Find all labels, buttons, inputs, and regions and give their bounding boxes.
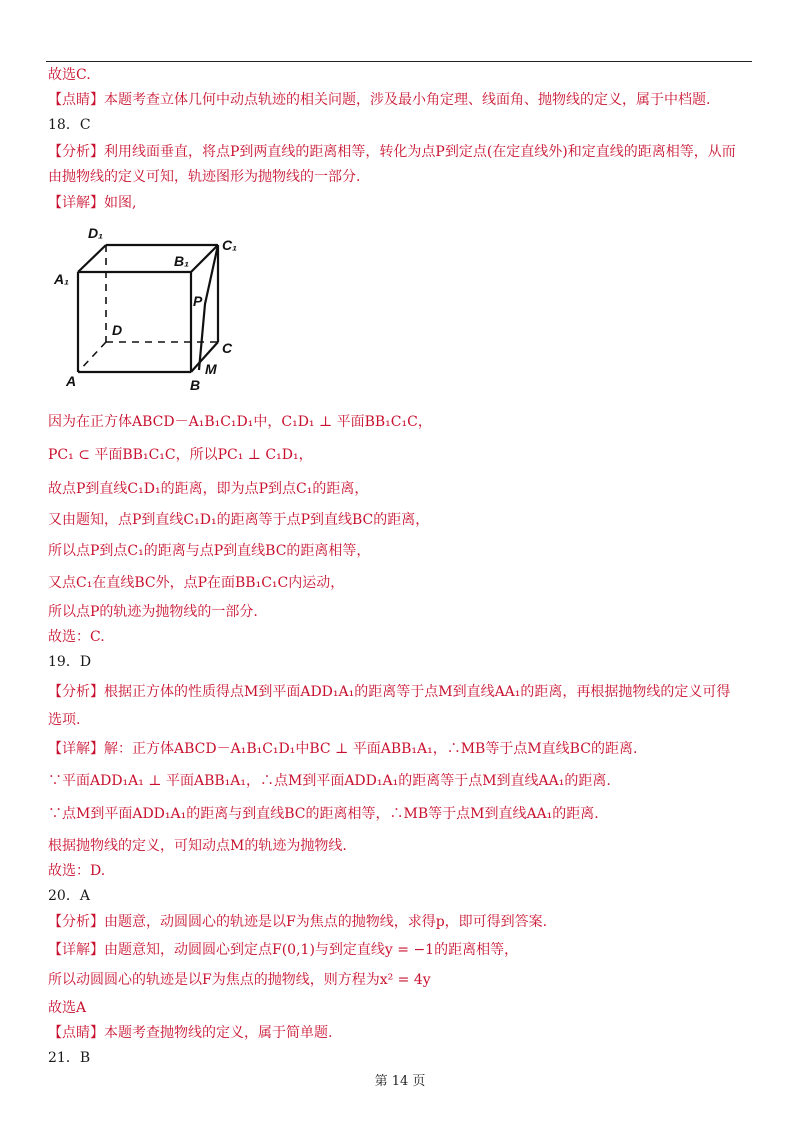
text-line: 【详解】解：正方体ABCD－A₁B₁C₁D₁中BC ⊥ 平面ABB₁A₁，∴MB等于点M直线BC的距离. bbox=[48, 741, 638, 757]
label-a1: A₁ bbox=[54, 271, 70, 287]
question-number: 18．C bbox=[48, 117, 91, 133]
text-line: 【详解】由题意知，动圆圆心到定点F(0,1)与到定直线y = −1的距离相等， bbox=[48, 942, 519, 958]
text-line: 所以点P的轨迹为抛物线的一部分. bbox=[48, 604, 258, 620]
text-line: ∵平面ADD₁A₁ ⊥ 平面ABB₁A₁，∴点M到平面ADD₁A₁的距离等于点M到直线AA₁的距离. bbox=[48, 773, 611, 789]
top-rule bbox=[46, 61, 752, 62]
label-d1: D₁ bbox=[88, 225, 104, 241]
text-line: 故选A bbox=[48, 1000, 87, 1016]
text-line: 选项. bbox=[48, 712, 81, 728]
text-line: PC₁ ⊂ 平面BB₁C₁C，所以PC₁ ⊥ C₁D₁， bbox=[48, 447, 313, 463]
text-line: 【分析】根据正方体的性质得点M到平面ADD₁A₁的距离等于点M到直线AA₁的距离，再根据抛物线的定义可得 bbox=[48, 684, 731, 700]
text-line: 故点P到直线C₁D₁的距离，即为点P到点C₁的距离， bbox=[48, 481, 369, 497]
text-line: 又点C₁在直线BC外，点P在面BB₁C₁C内运动， bbox=[48, 575, 345, 591]
text-line: 又由题知，点P到直线C₁D₁的距离等于点P到直线BC的距离， bbox=[48, 512, 430, 528]
label-b1: B₁ bbox=[174, 253, 190, 269]
label-p: P bbox=[193, 293, 203, 309]
text-line: 所以点P到点C₁的距离与点P到直线BC的距离相等， bbox=[48, 543, 371, 559]
cube-figure bbox=[48, 222, 248, 397]
label-c1: C₁ bbox=[222, 237, 238, 253]
label-c: C bbox=[222, 340, 233, 356]
label-d: D bbox=[112, 322, 123, 338]
label-a: A bbox=[66, 373, 77, 389]
text-line: ∵点M到平面ADD₁A₁的距离与到直线BC的距离相等，∴MB等于点M到直线AA₁的距离. bbox=[48, 806, 599, 822]
text-line: 根据抛物线的定义，可知动点M的轨迹为抛物线. bbox=[48, 838, 347, 854]
page-number: 第 14 页 bbox=[374, 1074, 426, 1089]
label-m: M bbox=[205, 361, 217, 377]
text-line: 故选：C. bbox=[48, 629, 105, 645]
text-line: 【点睛】本题考查抛物线的定义，属于简单题. bbox=[48, 1025, 333, 1041]
text-line: 【详解】如图, bbox=[48, 195, 137, 211]
question-number: 20．A bbox=[48, 888, 90, 904]
text-line: 由抛物线的定义可知，轨迹图形为抛物线的一部分. bbox=[48, 169, 361, 185]
text-line: 【点睛】本题考查立体几何中动点轨迹的相关问题，涉及最小角定理、线面角、抛物线的定义，属于中档题. bbox=[48, 92, 711, 108]
text-line: 【分析】由题意，动圆圆心的轨迹是以F为焦点的抛物线，求得p，即可得到答案. bbox=[48, 914, 548, 930]
label-b: B bbox=[190, 377, 201, 393]
text-line: 因为在正方体ABCD－A₁B₁C₁D₁中，C₁D₁ ⊥ 平面BB₁C₁C， bbox=[48, 414, 432, 430]
text-line: 所以动圆圆心的轨迹是以F为焦点的抛物线，则方程为x² = 4y bbox=[48, 972, 431, 988]
question-number: 21．B bbox=[48, 1050, 91, 1066]
text-line: 故选：D. bbox=[48, 863, 106, 879]
text-line: 【分析】利用线面垂直，将点P到两直线的距离相等，转化为点P到定点(在定直线外)和定直线的距离相等，从而 bbox=[48, 144, 736, 160]
question-number: 19．D bbox=[48, 654, 92, 670]
text-line: 故选C. bbox=[48, 67, 91, 83]
